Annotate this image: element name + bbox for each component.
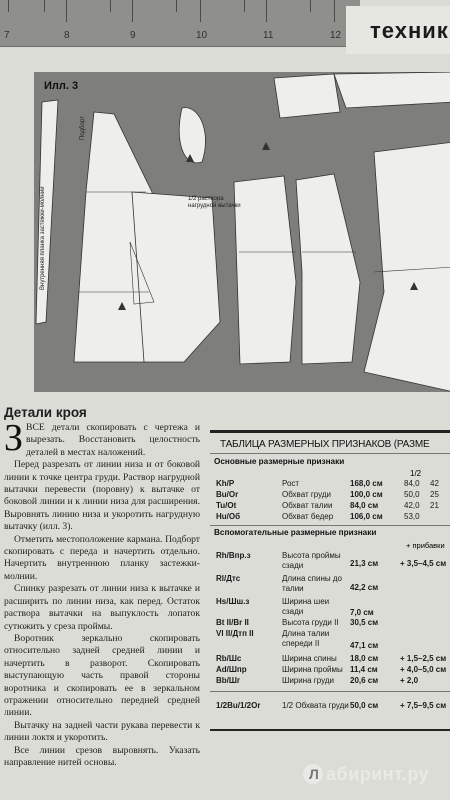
- pattern-label-facing: Подборт: [80, 116, 86, 140]
- ruler-number: 10: [196, 30, 208, 41]
- table-row: Rl/Дтс Длина спины до талии 42,2 см: [216, 574, 379, 593]
- watermark-logo: Л: [303, 764, 323, 784]
- table-row: Rb/Шс Ширина спины 18,0 см + 1,5–2,5 см: [216, 654, 447, 663]
- table-row: Ad/Шпр Ширина проймы 11,4 см + 4,0–5,0 см: [216, 665, 447, 674]
- table-row-total: 1/2Bu/1/2Or 1/2 Обхвата груди 50,0 см + 7,5–9,5 см: [216, 701, 447, 710]
- table-title: ТАБЛИЦА РАЗМЕРНЫХ ПРИЗНАКОВ (РАЗМЕ: [220, 439, 430, 450]
- watermark-text: абиринт.ру: [326, 764, 430, 784]
- paragraph: Спинку разрезать от линии низа к вытачке и расширить по линии низа, как перед. Остаток раствора вытачки на выпуклость лопаток сутюжить у среза проймы.: [4, 583, 200, 632]
- ruler-number: 9: [130, 30, 136, 41]
- table-row: Bt II/Br II Высота груди II 30,5 см: [216, 618, 379, 627]
- page-header-title: техник: [370, 18, 449, 43]
- illustration-label: Илл. 3: [44, 80, 79, 92]
- paragraph: Вытачку на задней части рукава перевести к линии локтя и укоротить.: [4, 719, 200, 744]
- right-sleeve-piece: [364, 142, 450, 392]
- table-row: Kh/P Рост 168,0 см 84,0 42: [216, 479, 439, 488]
- pattern-drawing: [34, 72, 450, 392]
- collar-band-piece: [274, 74, 340, 118]
- table-row: Bb/Шг Ширина груди 20,6 см + 2,0: [216, 676, 419, 685]
- collar-extension: [334, 72, 450, 108]
- table-row: Hs/Шш.з Ширина шеи сзади 7,0 см: [216, 597, 374, 617]
- pattern-label-placket: Внутренняя планка застежки-молнии: [40, 186, 46, 290]
- table-row: Vl II/Дтп II Длина талии спереди II 47,1 см: [216, 629, 379, 650]
- table-row: Rh/Bпр.з Высота проймы сзади 21,3 см + 3,5–4,5 см: [216, 551, 447, 570]
- collar-piece: [179, 108, 205, 163]
- paragraph: Все линии срезов выровнять. Указать направление нитей основы.: [4, 744, 200, 768]
- pattern-label-dart: 1/2 раствора нагрудной вытачки: [188, 196, 241, 209]
- size-table: [210, 430, 450, 731]
- ruler-number: 7: [4, 30, 10, 41]
- paragraph: Отметить местоположение кармана. Подборт скопировать с переда и начертить отдельно. Начертить внутреннюю планку застежки-молнии.: [4, 533, 200, 582]
- table-section-main: Основные размерные признаки: [214, 457, 345, 466]
- table-row: Bu/Or Обхват груди 100,0 см 50,0 25: [216, 490, 439, 499]
- paragraph: Перед разрезать от линии низа и от боковой линии к точке центра груди. Раствор нагрудной вытачки перевести (поровну) к вытачке от боковой линии и к линии низа для расширения. Выровнять линию низа и укоротить нагрудную вытачку (илл. 3).: [4, 459, 200, 533]
- table-section-aux: Вспомогательные размерные признаки: [214, 528, 377, 537]
- paragraph: Воротник зеркально скопировать относительно задней средней линии и начертить в разворот. Скопировать выступающую часть правой стороны воротника и скопировать ее в зеркальном отражении относительно передней средней линии.: [4, 632, 200, 719]
- article-body: [4, 417, 200, 769]
- table-row: Tu/Ot Обхват талии 84,0 см 42,0 21: [216, 501, 439, 510]
- back-side-piece: [296, 174, 360, 364]
- ruler-number: 11: [263, 30, 274, 41]
- paragraph: ВСЕ детали скопировать с чертежа и вырезать. Восстановить целостность деталей в местах наложений.: [26, 422, 200, 458]
- plus-label: + прибавки: [406, 541, 445, 550]
- pattern-illustration: [34, 72, 450, 392]
- col-half-label: 1/2: [410, 469, 422, 478]
- sleeve-piece: [132, 192, 220, 362]
- ruler-strip: [0, 0, 360, 47]
- section-title: Детали кроя: [4, 405, 87, 420]
- ruler-number: 8: [64, 30, 70, 41]
- dropcap: З: [4, 417, 24, 459]
- table-row: Hu/Oб Обхват бедер 106,0 см 53,0: [216, 512, 420, 521]
- ruler-number: 12: [330, 30, 342, 41]
